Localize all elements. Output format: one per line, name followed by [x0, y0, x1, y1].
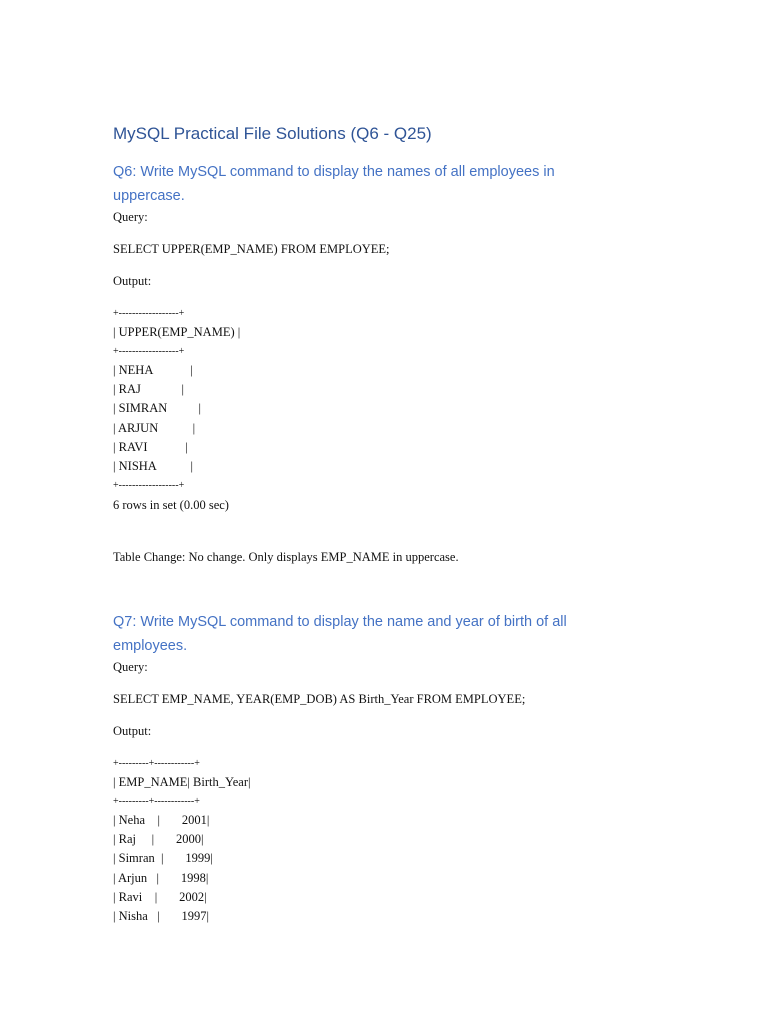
q6-heading: Q6: Write MySQL command to display the names of all employees in uppercase.: [113, 164, 555, 204]
q7-output-line: | Arjun | 1998|: [113, 870, 209, 885]
q7-output-table: [113, 754, 251, 926]
q6-output-table: [113, 304, 240, 495]
q6-output-line: | NEHA |: [113, 363, 193, 378]
q6-output-line: | NISHA |: [113, 458, 194, 473]
q6-output-line: +------------------+: [113, 308, 185, 319]
q6-output-line: +------------------+: [113, 479, 185, 491]
q7-output-line: | Ravi | 2002|: [113, 889, 207, 904]
q6-query-label: Query:: [113, 210, 148, 224]
q7-output-line: +---------+------------+: [113, 796, 200, 808]
q7-output-line: | Raj | 2000|: [113, 832, 204, 847]
q7-output-line: | Neha | 2001|: [113, 813, 210, 828]
q6-output-line: | UPPER(EMP_NAME) |: [113, 325, 241, 340]
q7-output-label: Output:: [113, 724, 152, 738]
q7-query-label: Query:: [113, 660, 148, 674]
q6-output-line: +------------------+: [113, 346, 185, 358]
q7-output-line: +---------+------------+: [113, 758, 200, 769]
q6-output-line: | ARJUN |: [113, 420, 196, 435]
q6-rows-info: 6 rows in set (0.00 sec): [113, 498, 229, 512]
document-title: MySQL Practical File Solutions (Q6 - Q25): [113, 124, 432, 143]
q6-output-line: | RAVI |: [113, 439, 188, 454]
q7-query: SELECT EMP_NAME, YEAR(EMP_DOB) AS Birth_Year FROM EMPLOYEE;: [113, 692, 526, 706]
q6-output-label: Output:: [113, 274, 152, 288]
q7-output-line: | EMP_NAME| Birth_Year|: [113, 775, 251, 790]
q6-query: SELECT UPPER(EMP_NAME) FROM EMPLOYEE;: [113, 242, 390, 256]
q6-output-line: | RAJ |: [113, 382, 184, 397]
q6-output-line: | SIMRAN |: [113, 401, 202, 416]
q7-heading: Q7: Write MySQL command to display the name and year of birth of all employees.: [113, 614, 567, 654]
q7-output-line: | Simran | 1999|: [113, 851, 213, 866]
q7-output-line: | Nisha | 1997|: [113, 908, 210, 923]
q6-table-change: Table Change: No change. Only displays EMP_NAME in uppercase.: [113, 550, 459, 564]
